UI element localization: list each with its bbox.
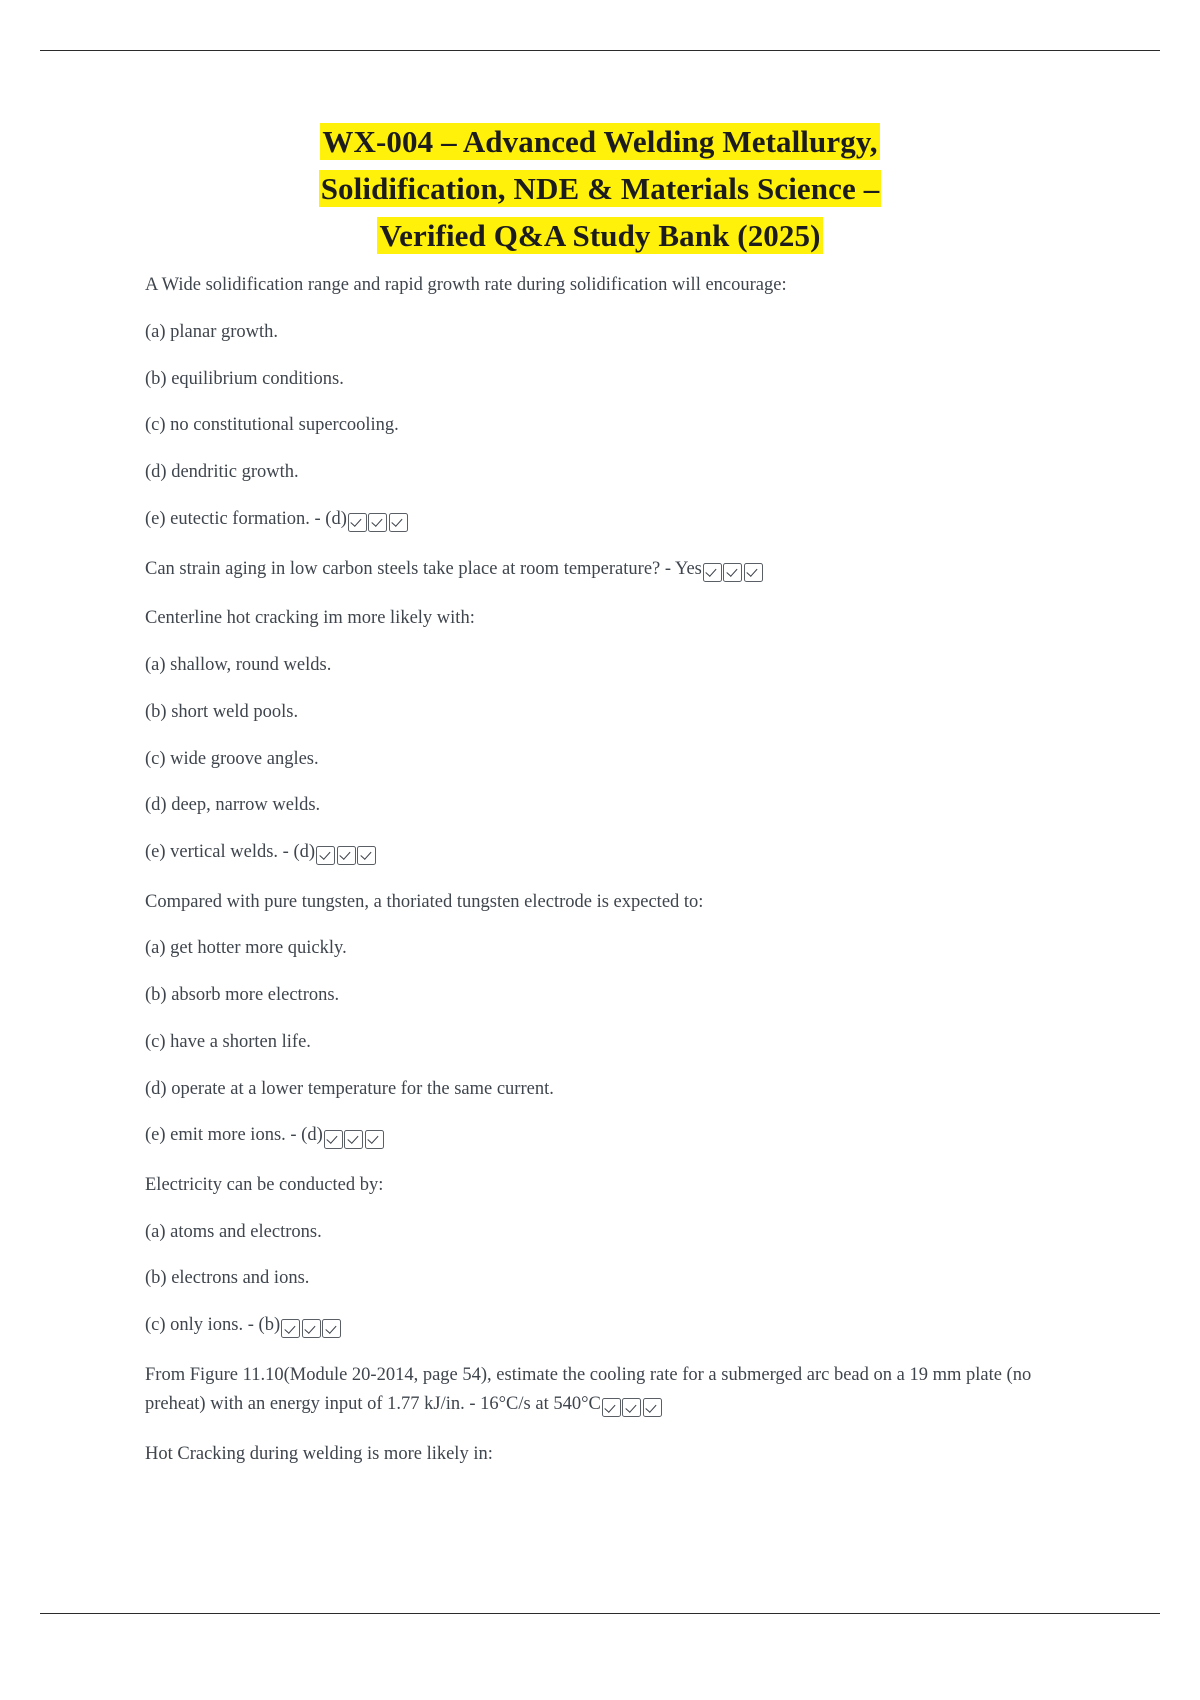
text-block [145,1440,1055,1469]
text-block [145,411,1055,440]
question-list [145,271,1055,1469]
checked-checkbox-icon[interactable] [643,1398,662,1417]
text-block-label: From Figure 11.10(Module 20-2014, page 54), estimate the cooling rate for a submerged arc bead on a 19 mm plate (no preheat) with an energy input of 1.77 kJ/in. - 16°C/s at 540°C [145,1364,1032,1415]
page-title-line-3: Verified Q&A Study Bank (2025) [379,218,821,254]
page-title-line-1: WX-004 – Advanced Welding Metallurgy, [322,124,878,159]
text-block [145,505,1055,537]
text-block [145,1264,1055,1293]
checked-checkbox-icon[interactable] [281,1319,300,1338]
text-block [145,981,1055,1010]
text-block-label: Compared with pure tungsten, a thoriated tungsten electrode is expected to: [145,891,704,912]
checked-checkbox-icon[interactable] [744,563,763,582]
text-block-label: Electricity can be conducted by: [145,1174,384,1195]
text-block [145,838,1055,870]
text-block [145,604,1055,633]
text-block-label: Centerline hot cracking im more likely with: [145,608,475,629]
checked-checkbox-icon[interactable] [368,513,387,532]
text-block [145,1361,1055,1422]
text-block-label: (a) atoms and electrons. [145,1221,322,1242]
checked-checkbox-icon[interactable] [365,1130,384,1149]
header-divider [40,50,1160,51]
text-block-label: (b) short weld pools. [145,701,299,722]
checked-checkbox-icon[interactable] [344,1130,363,1149]
page-title [145,118,1055,259]
text-block-label: Can strain aging in low carbon steels take place at room temperature? - Yes [145,558,702,579]
footer-divider [40,1613,1160,1614]
text-block-label: (b) absorb more electrons. [145,985,340,1006]
checked-checkbox-icon[interactable] [357,846,376,865]
text-block [145,1075,1055,1104]
checked-checkbox-icon[interactable] [622,1398,641,1417]
text-block [145,458,1055,487]
checkbox-group [703,558,765,587]
text-block [145,1028,1055,1057]
checkbox-group [316,841,378,870]
text-block-label: Hot Cracking during welding is more likely in: [145,1443,493,1464]
text-block [145,698,1055,727]
text-block [145,934,1055,963]
checkbox-group [281,1314,343,1343]
checked-checkbox-icon[interactable] [322,1319,341,1338]
checked-checkbox-icon[interactable] [703,563,722,582]
text-block [145,888,1055,917]
text-block-label: (e) eutectic formation. - (d) [145,508,347,529]
text-block-label: (c) have a shorten life. [145,1031,311,1052]
text-block [145,1121,1055,1153]
text-block-label: (a) get hotter more quickly. [145,938,347,959]
text-block [145,651,1055,680]
checked-checkbox-icon[interactable] [602,1398,621,1417]
checked-checkbox-icon[interactable] [389,513,408,532]
checked-checkbox-icon[interactable] [324,1130,343,1149]
text-block-label: (e) emit more ions. - (d) [145,1125,323,1146]
text-block-label: (c) wide groove angles. [145,748,319,769]
checkbox-group [348,508,410,537]
text-block [145,791,1055,820]
text-block-label: (a) planar growth. [145,322,279,343]
text-block [145,1171,1055,1200]
checked-checkbox-icon[interactable] [348,513,367,532]
checkbox-group [602,1393,664,1422]
checkbox-group [324,1124,386,1153]
checked-checkbox-icon[interactable] [316,846,335,865]
text-block-label: (d) dendritic growth. [145,462,299,483]
text-block-label: (c) only ions. - (b) [145,1315,281,1336]
text-block [145,1311,1055,1343]
text-block [145,1218,1055,1247]
text-block-label: (b) electrons and ions. [145,1268,310,1289]
text-block-label: (c) no constitutional supercooling. [145,415,399,436]
checked-checkbox-icon[interactable] [723,563,742,582]
text-block-label: (d) deep, narrow welds. [145,795,321,816]
text-block [145,745,1055,774]
text-block [145,365,1055,394]
text-block-label: (e) vertical welds. - (d) [145,841,316,862]
checked-checkbox-icon[interactable] [337,846,356,865]
text-block-label: (b) equilibrium conditions. [145,368,344,389]
text-block [145,271,1055,300]
text-block-label: (d) operate at a lower temperature for the same current. [145,1078,554,1099]
checked-checkbox-icon[interactable] [302,1319,321,1338]
page-title-line-2: Solidification, NDE & Materials Science – [320,171,880,207]
document-body [145,118,1055,1487]
text-block-label: (a) shallow, round welds. [145,655,332,676]
text-block [145,555,1055,587]
text-block [145,318,1055,347]
text-block-label: A Wide solidification range and rapid growth rate during solidification will encourage: [145,275,787,296]
